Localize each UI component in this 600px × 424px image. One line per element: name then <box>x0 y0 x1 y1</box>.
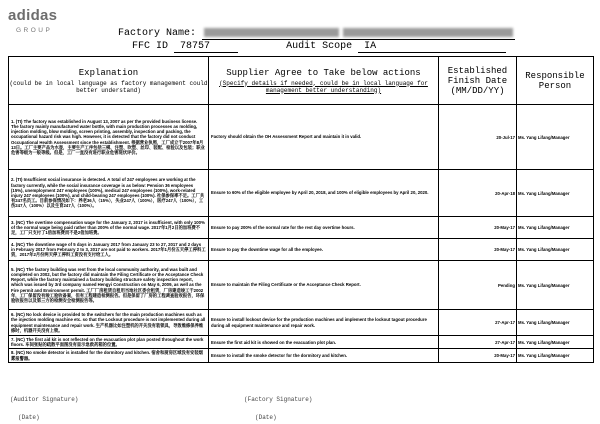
row-action: Ensure to pay the downtime wage for all the employee. <box>209 239 439 261</box>
row-person: Ms. Yang Lifang/Manager <box>517 310 594 336</box>
row-explanation: 1. (TI) The factory was established in August 13, 2007 as per the provided business license. The factory mainly manufactured water bottle, with main production processes as molding, injection molding, blow molding, screen printing, assembly, inspection and packing, the occupational hazard risk was high. However, it is detected that the factory did not conduct Occupational Health Assessment since the establishment. 根据营业执照，工厂成立于2007年8月13日。工厂主要产品为水壶，主要生产工序包括三模、注塑、吹塑、丝印、装配、检验以及包装；职业危害等级为一般等级。但是，工厂一直没有进行职业危害现状评价。 <box>9 105 209 170</box>
row-person: Ms. Yang Lifang/Manager <box>517 239 594 261</box>
row-person: Ms. Yang Lifang/Manager <box>517 261 594 310</box>
row-explanation: 3. (NC) The overtime compensation wage for the January 2, 2017 is insufficient, with only 100% of the normal wage being paid rather than 200% of the normal wage. 2017年1月2日的加班费不足，工厂只支付了1倍加班费而不是2倍加班费。 <box>9 217 209 239</box>
table-row <box>9 170 594 217</box>
row-person: Ms. Yang Lifang/Manager <box>517 349 594 362</box>
row-date: 27-Apr-17 <box>439 310 517 336</box>
row-explanation: 8. (NC) No smoke detector is installed for the dormitory and kitchen. 宿舍和厨房区域没有安装烟雾报警器。 <box>9 349 209 362</box>
table-row <box>9 310 594 336</box>
audit-scope-label: Audit Scope <box>286 41 353 52</box>
redacted-factory-name-cn <box>343 28 513 37</box>
row-date: 27-Apr-17 <box>439 336 517 349</box>
table-row <box>9 239 594 261</box>
factory-name-value <box>202 28 515 40</box>
responsible-person-header: Responsible Person <box>517 57 594 105</box>
table-row <box>9 336 594 349</box>
row-date: 20-Jul-17 <box>439 105 517 170</box>
explanation-header: Explanation (could be in local language as factory management could better understand) <box>9 57 209 105</box>
adidas-group-logo <box>8 8 70 34</box>
row-explanation: 2. (TI) Insufficient social insurance is detected. A total of 247 employees are working at the factory currently, while the social insurance coverage is as below: Pension 36 employees (15%), unemployment 247 employees (100%), medical 247 employees (100%), work-related injury 247 employees (100%), and child-bearing 247 employees (100%). 社保参保率不足。工厂共有247名员工。目前参保情况如下：养老36人（15%），失业247人（100%），医疗247人（100%），工伤247人（100%）以及生育247人（100%）。 <box>9 170 209 217</box>
audit-scope-value: IA <box>358 41 506 53</box>
row-person: Ms. Yang Lifang/Manager <box>517 105 594 170</box>
row-date: Pending <box>439 261 517 310</box>
row-person: Ms. Yang Lifang/Manager <box>517 336 594 349</box>
logo-group-text: GROUP <box>16 27 53 34</box>
ffc-id-value: 78757 <box>174 41 238 53</box>
factory-name-line <box>118 28 515 40</box>
row-date: 20-Apr-18 <box>439 170 517 217</box>
auditor-date-label: (Date) <box>18 414 40 421</box>
table-row <box>9 261 594 310</box>
row-date: 20-May-17 <box>439 217 517 239</box>
row-date: 20-May-17 <box>439 349 517 362</box>
row-date: 20-May-17 <box>439 239 517 261</box>
ffc-id-label: FFC ID <box>132 41 169 52</box>
logo-wordmark: adidas <box>8 7 58 24</box>
row-person: Ms. Yang Lifang/Manager <box>517 170 594 217</box>
row-explanation: 4. (NC) The downtime wage of 5 days in January 2017 from January 23 to 27, 2017 and 2 days in February 2017 from February 2 to 3, 2017 are not paid to workers. 2017年1月份五天停工停料工资，2017年2月份两天停工停料工资没有支付给工人。 <box>9 239 209 261</box>
redacted-factory-name <box>204 28 339 37</box>
row-action: Ensure the first aid kit is showed on the evacuation plot plan. <box>209 336 439 349</box>
table-row <box>9 105 594 170</box>
action-header: Supplier Agree to Take below actions (Specify details if needed, could be in local language for management better understanding) <box>209 57 439 105</box>
table-row <box>9 217 594 239</box>
row-explanation: 5. (NC) The factory building was rent from the local community authority, and was built and completed on 2002, but the factory did maintain the Filing Certificate or the Acceptance Check Report, while the factory maintained a factory building structure safety inspection report, which was issued by 3rd company named Hengyi Construction on May 6, 2009, as well as the Fire permit and Environment permit. 工厂厂房租赁自租用当地社区委会租赁，厂房建造竣工于2002年，工厂保留没有竣工验收备案，但有工程建造检测报告。但是保留了厂房的工程调查验收报告，环保验收报告以及第三方的检测安全检测报告等。 <box>9 261 209 310</box>
table-row <box>9 349 594 362</box>
factory-name-label: Factory Name: <box>118 28 203 40</box>
factory-signature-label: (Factory Signature) <box>244 396 313 403</box>
row-action: Ensure to 60% of the eligible employee by April 20, 2018, and 100% of eligible employees by April 20, 2020. <box>209 170 439 217</box>
row-action: Factory should obtain the OH Assessment Report and maintain it in valid. <box>209 105 439 170</box>
ffc-audit-line <box>132 41 506 53</box>
row-action: Ensure to maintain the Filing Certificate or the Acceptance Check Report. <box>209 261 439 310</box>
row-action: Ensure to install lockout device for the production machines and implement the lockout tagout procedure during all equipment maintenance and repair work. <box>209 310 439 336</box>
row-explanation: 7. (NC) The first aid kit is not reflected on the evacuation plot plan posted throughout the work floors. 车间张贴的疏散平面图没有显示急救药箱的位置。 <box>9 336 209 349</box>
row-action: Ensure to pay 200% of the normal rate for the rest day overtime hours. <box>209 217 439 239</box>
row-explanation: 6. (NC) No lock device is provided to the switchers for the main production machines such as the injection molding machine etc. so that the Lockout procedure is not implemented during all equipment maintenance and repair work. 生产机器比如注塑机的开关没有装锁具，导致维修保养维修时，机器开关没有上锁。 <box>9 310 209 336</box>
finish-date-header: Established Finish Date (MM/DD/YY) <box>439 57 517 105</box>
table-header-row <box>9 57 594 105</box>
corrective-action-table <box>8 56 594 363</box>
row-person: Ms. Yang Lifang/Manager <box>517 217 594 239</box>
auditor-signature-label: (Auditor Signature) <box>10 396 79 403</box>
row-action: Ensure to install the smoke detector for the dormitory and kitchen. <box>209 349 439 362</box>
factory-date-label: (Date) <box>255 414 277 421</box>
